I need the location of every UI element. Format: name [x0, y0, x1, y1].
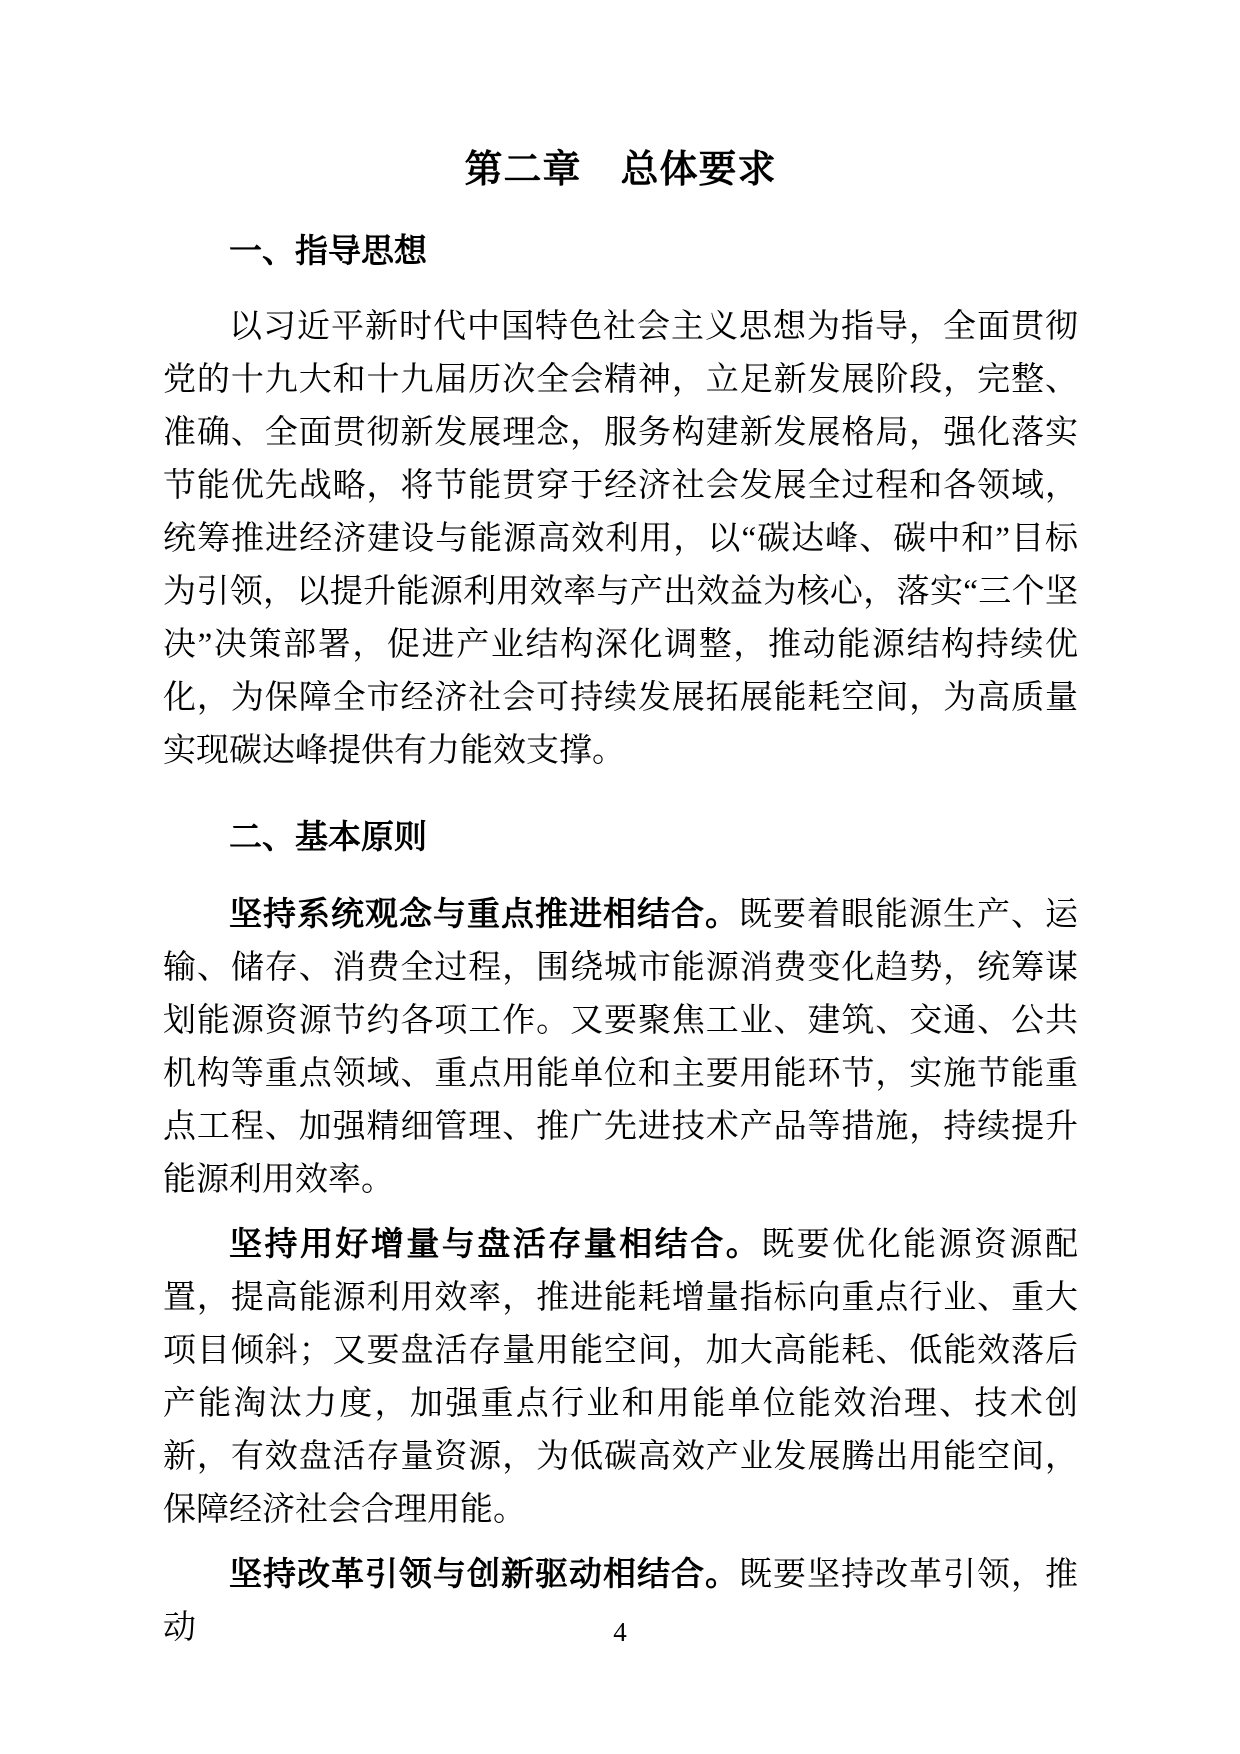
chapter-title: 第二章 总体要求	[464, 149, 777, 191]
paragraph: 坚持改革引领与创新驱动相结合。既要坚持改革引领，推动	[163, 1555, 1078, 1646]
page-number: 4	[613, 1617, 627, 1647]
section-heading: 一、指导思想	[229, 232, 427, 269]
paragraph-lead: 坚持改革引领与创新驱动相结合。	[229, 1555, 739, 1592]
section-heading: 二、基本原则	[229, 818, 427, 855]
document-body	[163, 224, 1078, 1655]
paragraph-lead: 坚持用好增量与盘活存量相结合。	[229, 1225, 762, 1262]
paragraph: 坚持用好增量与盘活存量相结合。既要优化能源资源配置，提高能源利用效率，推进能耗增量指标向重点行业、重大项目倾斜；又要盘活存量用能空间，加大高能耗、低能效落后产能淘汰力度，加强重点行业和用能单位能效治理、技术创新，有效盘活存量资源，为低碳高效产业发展腾出用能空间，保障经济社会合理用能。	[163, 1225, 1079, 1528]
paragraph: 坚持系统观念与重点推进相结合。既要着眼能源生产、运输、储存、消费全过程，围绕城市能源消费变化趋势，统筹谋划能源资源节约各项工作。又要聚焦工业、建筑、交通、公共机构等重点领域、重点用能单位和主要用能环节，实施节能重点工程、加强精细管理、推广先进技术产品等措施，持续提升能源利用效率。	[163, 895, 1078, 1198]
paragraph: 以习近平新时代中国特色社会主义思想为指导，全面贯彻党的十九大和十九届历次全会精神，立足新发展阶段，完整、准确、全面贯彻新发展理念，服务构建新发展格局，强化落实节能优先战略，将节能贯穿于经济社会发展全过程和各领域，统筹推进经济建设与能源高效利用，以“碳达峰、碳中和”目标为引领，以提升能源利用效率与产出效益为核心，落实“三个坚决”决策部署，促进产业结构深化调整，推动能源结构持续优化，为保障全市经济社会可持续发展拓展能耗空间，为高质量实现碳达峰提供有力能效支撑。	[163, 309, 1078, 769]
paragraph-lead: 坚持系统观念与重点推进相结合。	[229, 895, 739, 932]
